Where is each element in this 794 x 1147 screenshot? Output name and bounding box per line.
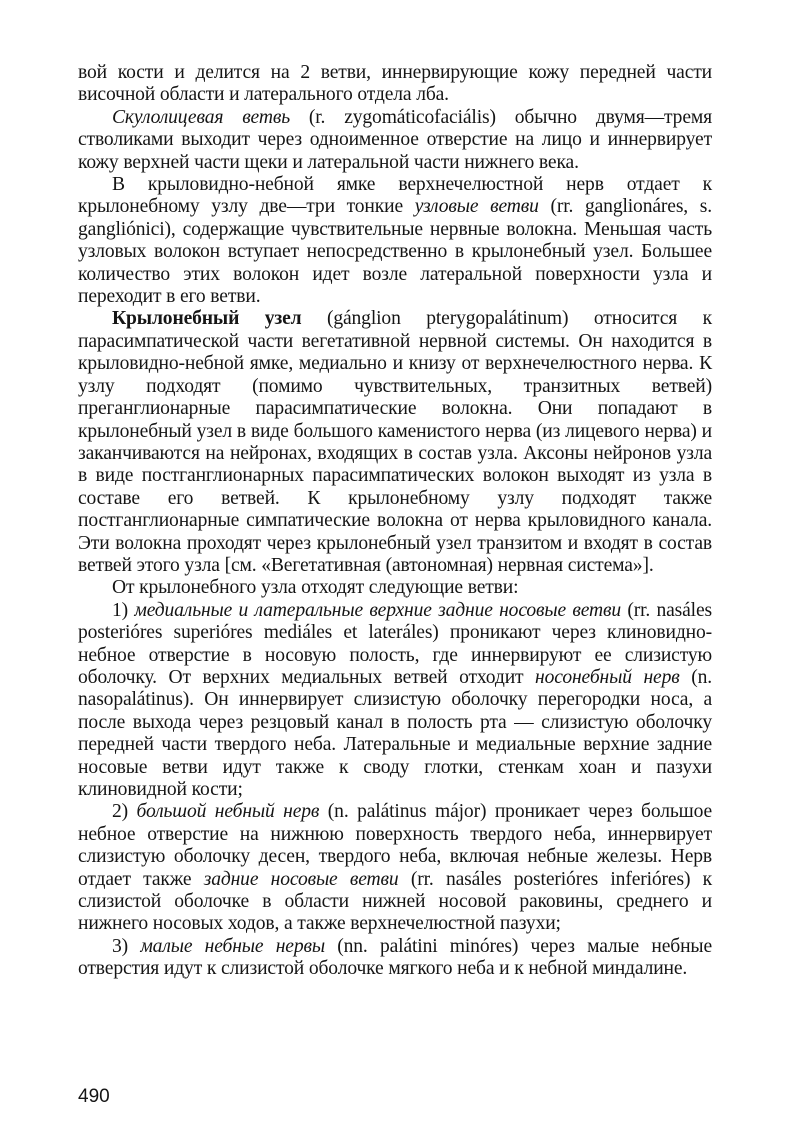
italic-term: медиальные и латеральные верхние задние носовые ветви <box>134 599 622 621</box>
paragraph <box>78 308 712 577</box>
italic-term: Скулолицевая ветвь <box>112 106 290 128</box>
text-run: (rr. nasáles posterióres inferióres) к слизистой оболочке в области нижней носовой раковины, среднего и нижнего носовых ходов, а также верхнечелюстной пазухи; <box>78 868 712 935</box>
text-run: (r. zygomáticofaciális) обычно двумя—тремя стволиками выходит через одноименное отверстие на лицо и иннервирует кожу верхней части щеки и латеральной части нижнего века. <box>78 106 712 173</box>
italic-term: большой небный нерв <box>136 801 320 823</box>
text-run: (n. nasopalátinus). Он иннервирует слизистую оболочку перегородки носа, а после выхода через резцовый канал в полость рта — слизистую оболочку передней части твердого неба. Латеральные и медиальные верхние задние носовые ветви идут также к своду глотки, стенкам хоан и пазухи клиновидной кости; <box>78 666 712 800</box>
text-run: (rr. nasáles posterióres superióres mediáles et lateráles) проникают через клиновидно-небное отверстие в носовую полость, где иннервируют ее слизистую оболочку. От верхних медиальных ветвей отходит <box>78 599 712 688</box>
paragraph <box>78 801 712 935</box>
text-run: 1) <box>112 599 135 621</box>
italic-term: узловые ветви <box>414 196 539 218</box>
page-text <box>78 62 712 981</box>
text-run: 3) <box>112 935 141 957</box>
text-run: (gánglion pterygopalátinum) относится к парасимпатической части вегетативной нервной системы. Он находится в крыловидно-небной ямке, медиально и книзу от верхнечелюстного нерва. К узлу подходят (помимо чувствительных, транзитных ветвей) преганглионарные парасимпатические волокна. Они попадают в крылонебный узел в виде большого каменистого нерва (из лицевого нерва) и заканчиваются на нейронах, входящих в состав узла. Аксоны нейронов узла в виде постганглионарных парасимпатических волокон выходят из узла в составе его ветвей. К крылонебному узлу подходят также постганглионарные симпатические волокна от нерва крыловидного канала. Эти волокна проходят через крылонебный узел транзитом и входят в состав ветвей этого узла [см. «Вегетативная (автономная) нервная система»]. <box>78 308 712 576</box>
text-run: (nn. palátini minóres) через малые небные отверстия идут к слизистой оболочке мягкого неба и к небной миндалине. <box>78 935 712 980</box>
paragraph <box>78 62 712 107</box>
text-run: В крыловидно-небной ямке верхнечелюстной нерв отдает к крылонебному узлу две—три тонкие <box>78 174 712 218</box>
text-run: От крылонебного узла отходят следующие ветви: <box>112 577 519 599</box>
italic-term: задние носовые ветви <box>203 868 399 890</box>
paragraph <box>78 107 712 174</box>
page-number: 490 <box>78 1086 110 1107</box>
paragraph <box>78 600 712 802</box>
paragraph <box>78 936 712 981</box>
paragraph <box>78 174 712 308</box>
text-run: 2) <box>112 801 137 823</box>
bold-heading: Крылонебный узел <box>112 308 302 330</box>
paragraph <box>78 577 712 599</box>
italic-term: носонебный нерв <box>535 666 680 688</box>
italic-term: малые небные нервы <box>140 935 325 957</box>
text-run: (rr. ganglionáres, s. gangliónici), содержащие чувствительные нервные волокна. Меньшая часть узловых волокон вступает непосредственно в крылонебный узел. Большее количество этих волокон идет возле латеральной поверхности узла и переходит в его ветви. <box>78 196 712 308</box>
text-run: вой кости и делится на 2 ветви, иннервирующие кожу передней части височной области и латерального отдела лба. <box>78 62 712 106</box>
text-run: (n. palátinus májor) проникает через большое небное отверстие на нижнюю поверхность твердого неба, иннервирует слизистую оболочку десен, твердого неба, включая небные железы. Нерв отдает также <box>78 801 713 890</box>
